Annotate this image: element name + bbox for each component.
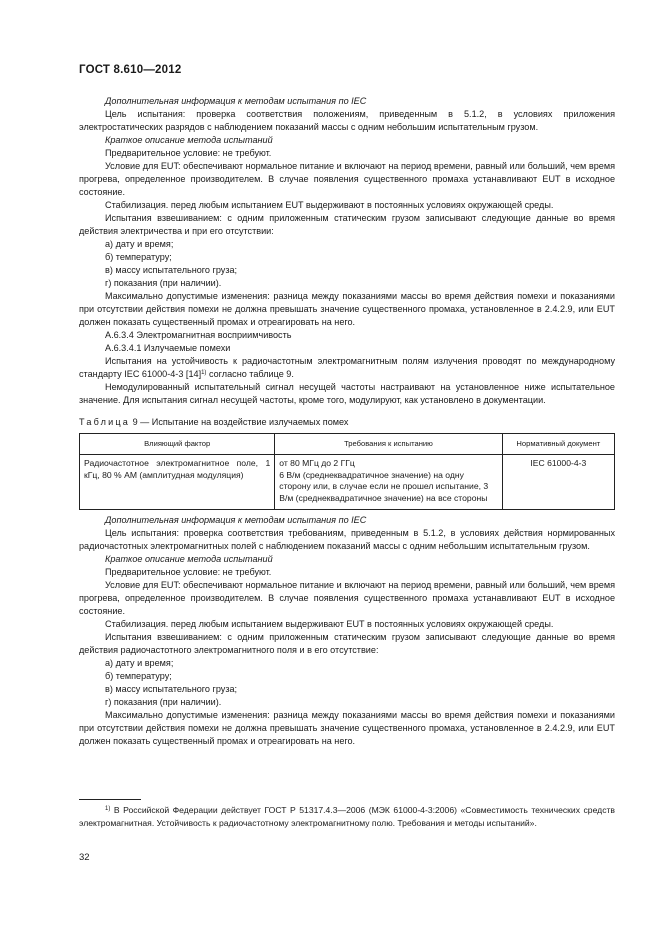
section2-brief-heading: Краткое описание метода испытаний (105, 553, 273, 564)
section2-precondition: Предварительное условие: не требуют. (105, 566, 272, 577)
unmodulated-paragraph: Немодулированный испытательный сигнал несущей частоты настраивают на установленное ниже испытательное значение. Для испытания сигнал несущей частоты, кроме того, модулируют, как установлено в документации. (79, 382, 615, 405)
section2-weighing: Испытания взвешиванием: с одним приложенным статическим грузом записывают следующие данные во время действия радиочастотного электромагнитного поля и в его отсутствие: (79, 631, 615, 655)
page-content (79, 95, 615, 748)
list-item: в) массу испытательного груза; (105, 683, 238, 694)
footnote-marker: 1) (105, 806, 111, 812)
section1-max-changes: Максимально допустимые изменения: разница между показаниями массы во время действия помехи и показаниями при отсутствии действия помехи не должна превышать значение существенного промаха, установленное в 2.4.2.9, или EUT должен показать существенный промах и отреагировать на него. (79, 291, 615, 327)
page-number: 32 (79, 852, 90, 863)
section1-weighing: Испытания взвешиванием: с одним приложенным статическим грузом записывают следующие данные во время действия электричества и при его отсутствии: (79, 213, 615, 236)
list-item: в) массу испытательного груза; (105, 265, 238, 275)
footnote-ref: 1) (201, 370, 207, 376)
table-caption-text: 9 — Испытание на воздействие излучаемых помех (130, 417, 349, 427)
section1-heading: Дополнительная информация к методам испытания по IEC (105, 96, 367, 106)
list-item: г) показания (при наличии). (105, 696, 222, 707)
footnote (79, 804, 615, 829)
resistance-paragraph (79, 355, 615, 381)
section2-purpose: Цель испытания: проверка соответствия требованиям, приведенным в 5.1.2, в условиях действия нормированных радиочастотных электромагнитных полей с наблюдением показаний массы с одним небольшим испытательным грузом. (79, 527, 615, 551)
table-cell-document: IEC 61000-4-3 (502, 454, 614, 509)
footnote-divider (79, 799, 141, 800)
section2-stabilization: Стабилизация. перед любым испытанием выдерживают EUT в постоянных условиях окружающей среды. (105, 618, 554, 629)
table-header-cell: Нормативный документ (502, 434, 614, 455)
resistance-text: Испытания на устойчивость к радиочастотным электромагнитным полям излучения проводят по международному стандарту IEC 61000-4-3 [14] (79, 356, 615, 379)
table-caption-label: Таблица (79, 417, 131, 427)
requirement-line: 6 В/м (среднеквадратичное значение) на одну сторону или, в случае если не прошел испытание, 3 В/м (среднеквадратичное значение) на все стороны (279, 469, 489, 504)
table-header-cell: Требования к испытанию (275, 434, 502, 455)
clause-a63411: А.6.3.4.1 Излучаемые помехи (105, 343, 231, 353)
section1-precondition: Предварительное условие: не требуют. (105, 148, 272, 158)
table-cell-requirements (275, 454, 502, 509)
section1-eut-condition: Условие для EUT: обеспечивают нормальное питание и включают на период времени, равный или больший, чем время прогрева, определенное производителем. В случае появления существенного промаха устанавливают EUT в исходное состояние. (79, 161, 615, 197)
section2-heading: Дополнительная информация к методам испытания по IEC (105, 514, 367, 525)
table-header-cell: Влияющий фактор (80, 434, 275, 455)
document-header: ГОСТ 8.610—2012 (79, 64, 182, 76)
list-item: б) температуру; (105, 252, 172, 262)
list-item: г) показания (при наличии). (105, 278, 222, 288)
footnote-text: В Российской Федерации действует ГОСТ Р 51317.4.3—2006 (МЭК 61000-4-3:2006) «Совместимость технических средств электромагнитная. Устойчивость к радиочастотному электромагнитному полю. Требования и методы испытаний». (79, 805, 615, 828)
section1-stabilization: Стабилизация. перед любым испытанием EUT выдерживают в постоянных условиях окружающей среды. (105, 200, 554, 210)
table-cell-factor: Радиочастотное электромагнитное поле, 1 кГц, 80 % АМ (амплитудная модуляция) (80, 454, 275, 509)
list-item: а) дату и время; (105, 657, 174, 668)
footnote-paragraph (79, 804, 615, 829)
requirement-line: от 80 МГц до 2 ГГц (279, 457, 355, 468)
resistance-text-end: согласно таблице 9. (206, 369, 294, 379)
clause-a6341: А.6.3.4 Электромагнитная восприимчивость (105, 330, 292, 340)
table-9 (79, 433, 615, 510)
section1-purpose: Цель испытания: проверка соответствия положениям, приведенным в 5.1.2, в условиях приложения электростатических разрядов с наблюдением показаний массы с одним небольшим испытательным грузом. (79, 109, 615, 132)
list-item: а) дату и время; (105, 239, 174, 249)
table-header-row (80, 434, 615, 455)
table-caption (79, 416, 615, 429)
list-item: б) температуру; (105, 670, 172, 681)
table-row (80, 454, 615, 509)
section2-max-changes: Максимально допустимые изменения: разница между показаниями массы во время действия помехи и показаниями при отсутствии действия помехи не должна превышать значение существенного промаха, установленное в 2.4.2.9, или EUT должен показать существенный промах и отреагировать на него. (79, 709, 615, 746)
section2-eut-condition: Условие для EUT: обеспечивают нормальное питание и включают на период времени, равный или больший, чем время прогрева, определенное производителем. В случае появления существенного промаха устанавливают EUT в исходное состояние. (79, 579, 615, 616)
section1-brief-heading: Краткое описание метода испытаний (105, 135, 273, 145)
